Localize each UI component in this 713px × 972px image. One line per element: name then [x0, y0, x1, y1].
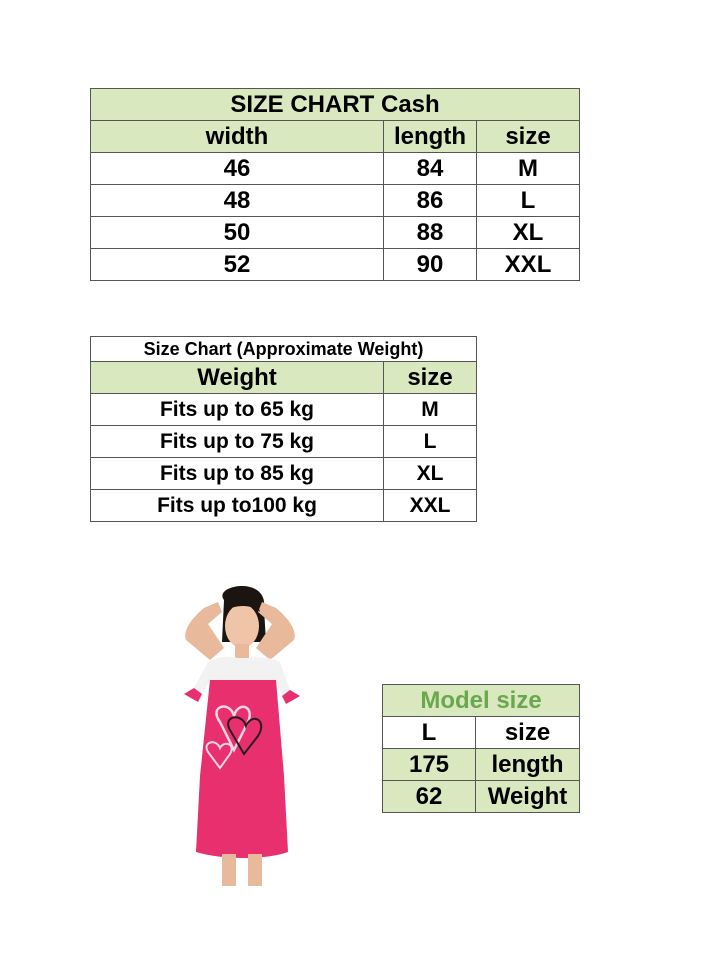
header-size: size [384, 362, 477, 394]
size-cell: XL [477, 217, 580, 249]
length-cell: 88 [384, 217, 477, 249]
weight-cell: Fits up to 65 kg [91, 394, 384, 426]
size-cell: L [477, 185, 580, 217]
model-label-cell: size [476, 717, 580, 749]
model-photo [138, 582, 344, 886]
weight-chart-title: Size Chart (Approximate Weight) [91, 337, 477, 362]
size-cell: XXL [477, 249, 580, 281]
header-weight: Weight [91, 362, 384, 394]
size-cell: L [384, 426, 477, 458]
weight-cell: Fits up to 85 kg [91, 458, 384, 490]
length-cell: 90 [384, 249, 477, 281]
model-value-cell: 62 [383, 781, 476, 813]
model-size-title-row [383, 685, 580, 717]
weight-chart-header-row [91, 362, 477, 394]
model-value-cell: 175 [383, 749, 476, 781]
size-cell: M [384, 394, 477, 426]
header-length: length [384, 121, 477, 153]
size-cell: XXL [384, 490, 477, 522]
table-row [383, 749, 580, 781]
table-row [91, 458, 477, 490]
size-cell: M [477, 153, 580, 185]
header-width: width [91, 121, 384, 153]
width-cell: 52 [91, 249, 384, 281]
model-size-table [382, 684, 580, 813]
size-chart-title: SIZE CHART Cash [91, 89, 580, 121]
size-chart-header-row [91, 121, 580, 153]
table-row [91, 185, 580, 217]
table-row [91, 394, 477, 426]
model-value-cell: L [383, 717, 476, 749]
table-row [91, 217, 580, 249]
weight-cell: Fits up to100 kg [91, 490, 384, 522]
model-size-title: Model size [383, 685, 580, 717]
size-cell: XL [384, 458, 477, 490]
weight-chart-title-row [91, 337, 477, 362]
length-cell: 84 [384, 153, 477, 185]
width-cell: 50 [91, 217, 384, 249]
table-row [383, 717, 580, 749]
table-row [91, 426, 477, 458]
table-row [383, 781, 580, 813]
table-row [91, 490, 477, 522]
size-chart-title-row [91, 89, 580, 121]
width-cell: 48 [91, 185, 384, 217]
header-size: size [477, 121, 580, 153]
size-chart-table [90, 88, 580, 281]
model-label-cell: length [476, 749, 580, 781]
table-row [91, 249, 580, 281]
weight-chart-table [90, 336, 477, 522]
table-row [91, 153, 580, 185]
model-label-cell: Weight [476, 781, 580, 813]
weight-cell: Fits up to 75 kg [91, 426, 384, 458]
width-cell: 46 [91, 153, 384, 185]
length-cell: 86 [384, 185, 477, 217]
